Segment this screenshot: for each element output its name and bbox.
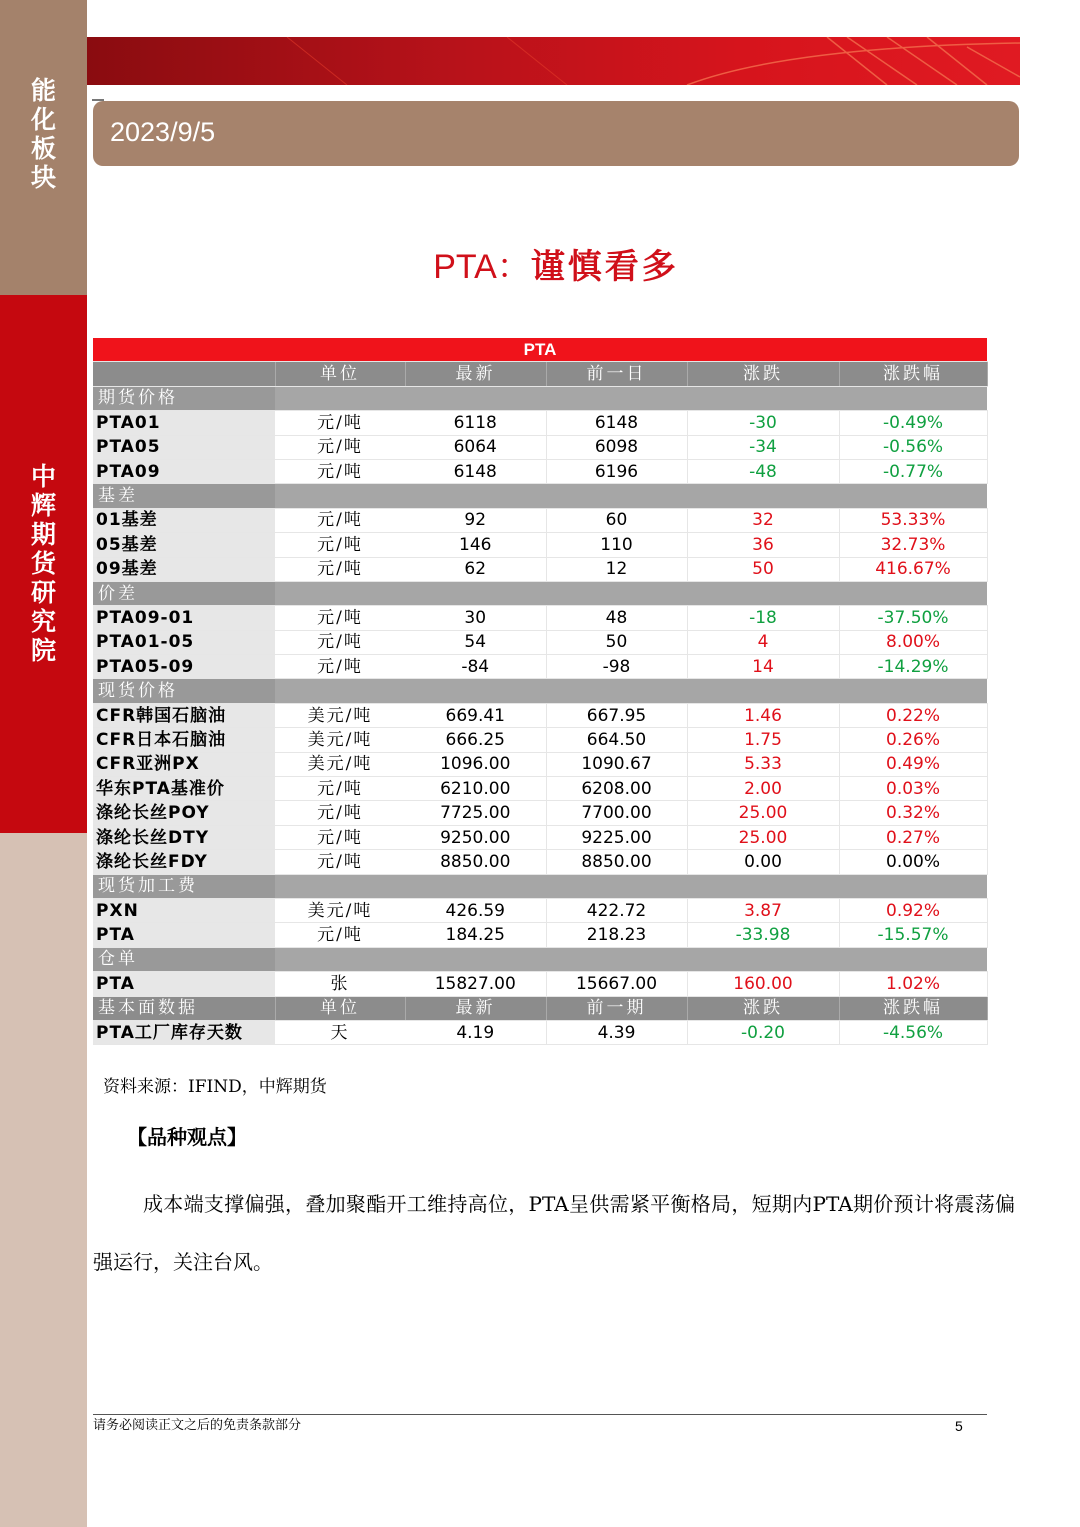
row-change-pct: 0.00% — [839, 850, 987, 874]
row-name: PTA09 — [93, 459, 275, 483]
row-prev: 422.72 — [546, 898, 687, 922]
view-paragraph: 成本端支撑偏强，叠加聚酯开工维持高位，PTA呈供需紧平衡格局，短期内PTA期价预计将震荡偏强运行，关注台风。 — [93, 1192, 1015, 1274]
row-change-pct: 0.49% — [839, 752, 987, 776]
row-unit: 元/吨 — [275, 825, 405, 849]
row-change-pct: 0.26% — [839, 728, 987, 752]
row-latest: 6210.00 — [405, 777, 546, 801]
row-change-pct: 53.33% — [839, 508, 987, 532]
row-change-pct: 416.67% — [839, 557, 987, 581]
date-bar — [93, 101, 1019, 166]
row-change: 160.00 — [687, 972, 839, 996]
table-header-row — [93, 362, 987, 386]
table-row — [93, 972, 987, 996]
row-change: -18 — [687, 606, 839, 630]
institute_label-char: 期 — [30, 520, 56, 549]
row-change: -48 — [687, 459, 839, 483]
row-latest: 54 — [405, 630, 546, 654]
section-fill — [275, 386, 987, 410]
fundamental-header-row — [93, 996, 987, 1020]
table-row — [93, 557, 987, 581]
sidebar-bottom-block — [0, 833, 87, 1527]
row-name: 05基差 — [93, 533, 275, 557]
section-row — [93, 874, 987, 898]
row-unit: 元/吨 — [275, 606, 405, 630]
row-name: PTA05 — [93, 435, 275, 459]
section_label-char: 板 — [30, 134, 56, 163]
row-name: PTA — [93, 972, 275, 996]
table-row — [93, 703, 987, 727]
institute_label-char: 辉 — [30, 491, 56, 520]
title-text: 谨慎看多 — [530, 247, 679, 287]
section-label: 基差 — [93, 484, 275, 508]
table-row — [93, 923, 987, 947]
row-change: 25.00 — [687, 825, 839, 849]
row-prev: 8850.00 — [546, 850, 687, 874]
row-latest: 426.59 — [405, 898, 546, 922]
row-latest: 6064 — [405, 435, 546, 459]
table-row — [93, 825, 987, 849]
row-unit: 元/吨 — [275, 630, 405, 654]
row-latest: 30 — [405, 606, 546, 630]
row-change-pct: 8.00% — [839, 630, 987, 654]
row-unit: 美元/吨 — [275, 898, 405, 922]
row-prev: 218.23 — [546, 923, 687, 947]
section_label-char: 能 — [30, 76, 56, 105]
row-change: 5.33 — [687, 752, 839, 776]
row-prev: 48 — [546, 606, 687, 630]
institute_label-char: 研 — [30, 578, 56, 607]
row-change: 50 — [687, 557, 839, 581]
row-change-pct: 0.22% — [839, 703, 987, 727]
row-prev: 60 — [546, 508, 687, 532]
section-fill — [275, 581, 987, 605]
section-row — [93, 581, 987, 605]
row-prev: -98 — [546, 655, 687, 679]
section_label-char: 化 — [30, 105, 56, 134]
row-latest: 669.41 — [405, 703, 546, 727]
source-note: 资料来源：IFIND，中辉期货 — [103, 1077, 327, 1097]
row-unit: 美元/吨 — [275, 703, 405, 727]
row-name: PTA — [93, 923, 275, 947]
row-change: 0.00 — [687, 850, 839, 874]
row-latest: 666.25 — [405, 728, 546, 752]
row-change-pct: 0.32% — [839, 801, 987, 825]
footer-divider — [93, 1414, 987, 1415]
row-change: 1.75 — [687, 728, 839, 752]
row-name: 涤纶长丝FDY — [93, 850, 275, 874]
row-unit: 元/吨 — [275, 777, 405, 801]
row-change-pct: 1.02% — [839, 972, 987, 996]
row-name: PTA工厂库存天数 — [93, 1020, 275, 1044]
row-change: 32 — [687, 508, 839, 532]
row-name: 09基差 — [93, 557, 275, 581]
row-latest: -84 — [405, 655, 546, 679]
row-name: 华东PTA基准价 — [93, 777, 275, 801]
section-row — [93, 484, 987, 508]
section-label: 期货价格 — [93, 386, 275, 410]
row-change: 4 — [687, 630, 839, 654]
row-prev: 15667.00 — [546, 972, 687, 996]
row-unit: 元/吨 — [275, 508, 405, 532]
row-latest: 6118 — [405, 411, 546, 435]
table-row — [93, 898, 987, 922]
table-row — [93, 459, 987, 483]
fundamental-header: 涨跌 — [687, 996, 839, 1020]
column-header: 单位 — [275, 362, 405, 386]
title-prefix: PTA： — [433, 248, 531, 286]
header-banner — [87, 37, 1020, 85]
section-fill — [275, 947, 987, 971]
row-name: 涤纶长丝DTY — [93, 825, 275, 849]
row-prev: 4.39 — [546, 1020, 687, 1044]
row-change-pct: 32.73% — [839, 533, 987, 557]
row-prev: 667.95 — [546, 703, 687, 727]
row-latest: 1096.00 — [405, 752, 546, 776]
row-prev: 1090.67 — [546, 752, 687, 776]
row-unit: 美元/吨 — [275, 728, 405, 752]
table-row — [93, 728, 987, 752]
row-unit: 元/吨 — [275, 923, 405, 947]
row-name: PTA01 — [93, 411, 275, 435]
row-change: -30 — [687, 411, 839, 435]
row-unit: 元/吨 — [275, 557, 405, 581]
table-title: PTA — [93, 338, 987, 362]
table-row — [93, 411, 987, 435]
institute_label-char: 货 — [30, 549, 56, 578]
row-change-pct: -4.56% — [839, 1020, 987, 1044]
section-row — [93, 679, 987, 703]
row-unit: 元/吨 — [275, 435, 405, 459]
institute_label-char: 究 — [30, 607, 56, 636]
row-unit: 元/吨 — [275, 655, 405, 679]
row-latest: 92 — [405, 508, 546, 532]
row-prev: 7700.00 — [546, 801, 687, 825]
row-unit: 元/吨 — [275, 850, 405, 874]
table-row — [93, 606, 987, 630]
row-latest: 146 — [405, 533, 546, 557]
row-name: PTA01-05 — [93, 630, 275, 654]
row-unit: 元/吨 — [275, 411, 405, 435]
row-unit: 元/吨 — [275, 801, 405, 825]
table-row — [93, 655, 987, 679]
fundamental-header: 基本面数据 — [93, 996, 275, 1020]
institute_label-char: 院 — [30, 636, 56, 665]
row-name: CFR日本石脑油 — [93, 728, 275, 752]
row-change: -0.20 — [687, 1020, 839, 1044]
row-latest: 15827.00 — [405, 972, 546, 996]
section-fill — [275, 484, 987, 508]
table-row — [93, 508, 987, 532]
row-change-pct: -15.57% — [839, 923, 987, 947]
sidebar-institute-label — [0, 462, 87, 665]
row-unit: 张 — [275, 972, 405, 996]
row-change: 14 — [687, 655, 839, 679]
section-label: 价差 — [93, 581, 275, 605]
fundamental-header: 单位 — [275, 996, 405, 1020]
view-heading: 【品种观点】 — [127, 1125, 247, 1149]
report-date: 2023/9/5 — [110, 117, 216, 147]
row-name: CFR韩国石脑油 — [93, 703, 275, 727]
table-title-row — [93, 338, 987, 362]
section-row — [93, 386, 987, 410]
row-prev: 6098 — [546, 435, 687, 459]
row-prev: 6208.00 — [546, 777, 687, 801]
row-change: 25.00 — [687, 801, 839, 825]
row-unit: 元/吨 — [275, 459, 405, 483]
page-title — [93, 244, 1019, 290]
row-latest: 6148 — [405, 459, 546, 483]
row-change-pct: 0.92% — [839, 898, 987, 922]
pta-data-table — [93, 338, 988, 1045]
row-prev: 50 — [546, 630, 687, 654]
row-name: PXN — [93, 898, 275, 922]
row-change-pct: -0.49% — [839, 411, 987, 435]
row-name: 涤纶长丝POY — [93, 801, 275, 825]
row-latest: 62 — [405, 557, 546, 581]
institute_label-char: 中 — [30, 462, 56, 491]
sidebar-section-label — [0, 76, 87, 192]
row-latest: 9250.00 — [405, 825, 546, 849]
row-prev: 110 — [546, 533, 687, 557]
row-change-pct: -14.29% — [839, 655, 987, 679]
section-label: 仓单 — [93, 947, 275, 971]
row-name: CFR亚洲PX — [93, 752, 275, 776]
row-change-pct: -0.56% — [839, 435, 987, 459]
row-change: 1.46 — [687, 703, 839, 727]
row-change: -33.98 — [687, 923, 839, 947]
row-change: 3.87 — [687, 898, 839, 922]
footer-disclaimer: 请务必阅读正文之后的免责条款部分 — [93, 1418, 302, 1433]
section-row — [93, 947, 987, 971]
table-row — [93, 1020, 987, 1044]
column-header — [93, 362, 275, 386]
row-name: PTA05-09 — [93, 655, 275, 679]
column-header: 最新 — [405, 362, 546, 386]
table-row — [93, 533, 987, 557]
table-row — [93, 850, 987, 874]
row-prev: 9225.00 — [546, 825, 687, 849]
row-unit: 美元/吨 — [275, 752, 405, 776]
row-change-pct: 0.03% — [839, 777, 987, 801]
fundamental-header: 涨跌幅 — [839, 996, 987, 1020]
row-change: 2.00 — [687, 777, 839, 801]
row-change: -34 — [687, 435, 839, 459]
table-row — [93, 630, 987, 654]
row-name: 01基差 — [93, 508, 275, 532]
row-latest: 184.25 — [405, 923, 546, 947]
fundamental-header: 最新 — [405, 996, 546, 1020]
row-name: PTA09-01 — [93, 606, 275, 630]
column-header: 涨跌 — [687, 362, 839, 386]
section-fill — [275, 874, 987, 898]
row-change-pct: 0.27% — [839, 825, 987, 849]
section-label: 现货加工费 — [93, 874, 275, 898]
row-prev: 6148 — [546, 411, 687, 435]
row-change: 36 — [687, 533, 839, 557]
column-header: 前一日 — [546, 362, 687, 386]
row-latest: 7725.00 — [405, 801, 546, 825]
row-prev: 6196 — [546, 459, 687, 483]
table-row — [93, 752, 987, 776]
table-row — [93, 435, 987, 459]
table-row — [93, 801, 987, 825]
row-prev: 664.50 — [546, 728, 687, 752]
row-unit: 天 — [275, 1020, 405, 1044]
row-latest: 4.19 — [405, 1020, 546, 1044]
section-fill — [275, 679, 987, 703]
row-prev: 12 — [546, 557, 687, 581]
row-unit: 元/吨 — [275, 533, 405, 557]
row-change-pct: -37.50% — [839, 606, 987, 630]
page-number: 5 — [955, 1418, 963, 1434]
row-latest: 8850.00 — [405, 850, 546, 874]
row-change-pct: -0.77% — [839, 459, 987, 483]
section_label-char: 块 — [30, 163, 56, 192]
section-label: 现货价格 — [93, 679, 275, 703]
fundamental-header: 前一期 — [546, 996, 687, 1020]
table-row — [93, 777, 987, 801]
column-header: 涨跌幅 — [839, 362, 987, 386]
